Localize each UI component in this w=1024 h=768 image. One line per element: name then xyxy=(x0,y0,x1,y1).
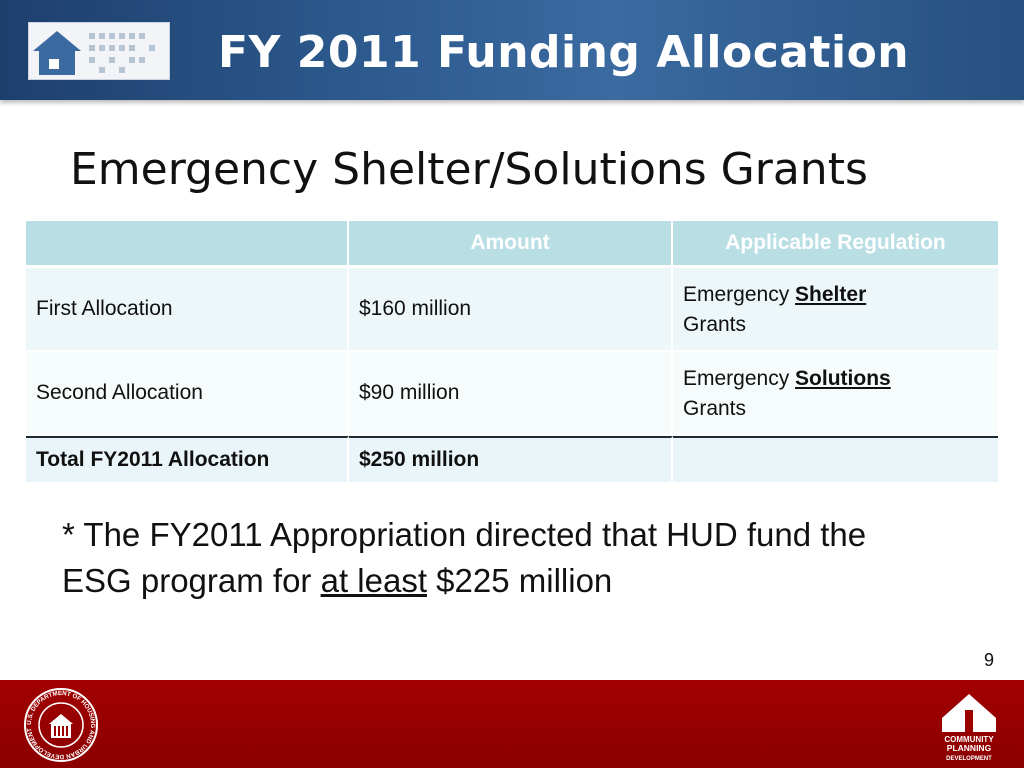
cpd-line1: COMMUNITY xyxy=(944,735,994,744)
funding-table xyxy=(26,221,998,484)
cpd-line3: DEVELOPMENT xyxy=(946,756,992,762)
hud-header-logo xyxy=(28,22,170,80)
row-regulation xyxy=(673,352,998,436)
total-amount: $250 million xyxy=(349,436,673,484)
table-total-row xyxy=(26,436,998,484)
note-emphasis: at least xyxy=(320,562,427,599)
seal-text: U.S. DEPARTMENT OF HOUSING AND URBAN DEVELOPMENT xyxy=(25,689,97,761)
reg-emphasis: Solutions xyxy=(795,367,891,390)
reg-prefix: Emergency xyxy=(683,367,796,390)
header-regulation: Applicable Regulation xyxy=(673,221,998,268)
total-label: Total FY2011 Allocation xyxy=(26,436,349,484)
slide-subtitle: Emergency Shelter/Solutions Grants xyxy=(70,144,868,195)
reg-suffix: Grants xyxy=(683,313,747,336)
reg-suffix: Grants xyxy=(683,397,747,420)
row-label: First Allocation xyxy=(26,268,349,352)
hud-seal-logo xyxy=(22,686,100,764)
table-header-row xyxy=(26,221,998,268)
note-suffix: $225 million xyxy=(427,562,613,599)
cpd-line2: PLANNING xyxy=(946,743,992,753)
reg-prefix: Emergency xyxy=(683,283,796,306)
row-regulation xyxy=(673,268,998,352)
footnote xyxy=(62,512,942,604)
header-amount: Amount xyxy=(349,221,673,268)
slide-title: FY 2011 Funding Allocation xyxy=(218,27,910,78)
header-empty xyxy=(26,221,349,268)
row-label: Second Allocation xyxy=(26,352,349,436)
cpd-logo xyxy=(936,688,1002,764)
footer-bar xyxy=(0,680,1024,768)
row-amount: $160 million xyxy=(349,268,673,352)
page-number: 9 xyxy=(984,650,995,670)
title-bar xyxy=(0,0,1024,100)
table-row xyxy=(26,268,998,352)
reg-emphasis: Shelter xyxy=(795,283,867,306)
row-amount: $90 million xyxy=(349,352,673,436)
house-icon xyxy=(29,23,169,79)
note-prefix: * The FY2011 Appropriation directed that HUD fund the ESG program for xyxy=(62,516,867,599)
table-row xyxy=(26,352,998,436)
total-regulation xyxy=(673,436,998,484)
